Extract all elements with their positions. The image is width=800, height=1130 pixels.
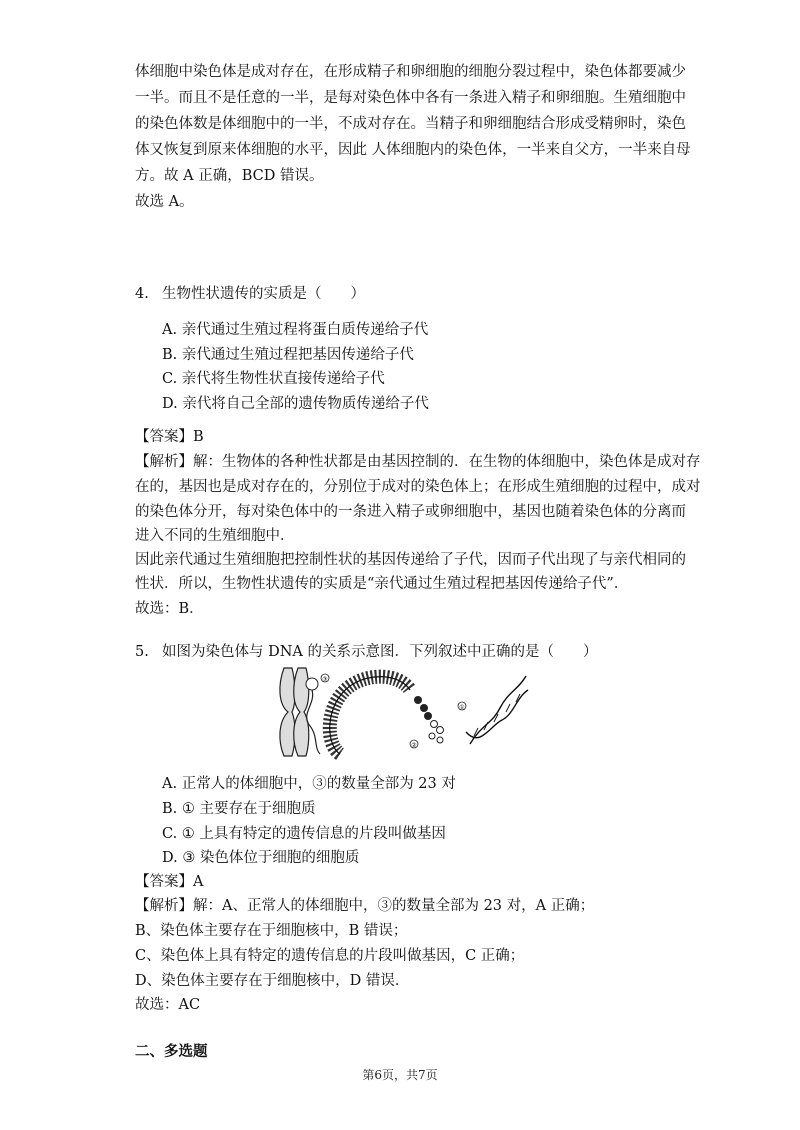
- explanation-line: 体又恢复到原来体细胞的水平，因此 人体细胞内的染色体，一半来自父方，一半来自母: [135, 142, 691, 158]
- option-d: D. 亲代将自己全部的遗传物质传递给子代: [162, 396, 429, 412]
- analysis-line: 的染色体分开，每对染色体中的一条进入精子或卵细胞中，基因也随着染色体的分离而: [135, 504, 686, 520]
- conclusion-line: 故选：B．: [135, 601, 204, 617]
- figure-label-1: ①: [459, 704, 465, 711]
- explanation-line: 方。故 A 正确，BCD 错误。: [135, 168, 324, 184]
- answer-label: 【答案】A: [135, 874, 204, 890]
- page-footer: 第6页，共7页: [362, 1068, 438, 1082]
- question-number: 4.: [135, 286, 149, 302]
- option-b: B. ① 主要存在于细胞质: [162, 801, 316, 817]
- analysis-line: 性状．所以，生物性状遗传的实质是“亲代通过生殖过程把基因传递给子代”．: [135, 576, 629, 592]
- answer-label: 【答案】B: [135, 429, 204, 445]
- option-a: A. 正常人的体细胞中，③的数量全部为 23 对: [162, 776, 456, 792]
- figure-label-2: ②: [411, 742, 417, 749]
- analysis-line: 因此亲代通过生殖细胞把控制性状的基因传递给了子代，因而子代出现了与亲代相同的: [135, 552, 686, 568]
- analysis-line: 【解析】解：A、正常人的体细胞中，③的数量全部为 23 对，A 正确；: [135, 898, 595, 914]
- explanation-line: 的染色体数是体细胞中的一半，不成对存在。当精子和卵细胞结合形成受精卵时，染色: [135, 116, 686, 132]
- conclusion-line: 故选：AC: [135, 997, 201, 1013]
- option-c: C. 亲代将生物性状直接传递给子代: [162, 371, 385, 387]
- analysis-line: 【解析】解：生物体的各种性状都是由基因控制的．在生物的体细胞中，染色体是成对存: [135, 454, 701, 470]
- chromatin-coil: [330, 677, 410, 754]
- explanation-line: 一半。而且不是任意的一半，是每对染色体中各有一条进入精子和卵细胞。生殖细胞中: [135, 90, 686, 106]
- analysis-line: C、染色体上具有特定的遗传信息的片段叫做基因，C 正确；: [135, 948, 525, 964]
- chromosome-dna-diagram: [270, 664, 532, 760]
- nucleosome-beads: [414, 696, 444, 743]
- analysis-line: B、染色体主要存在于细胞核中，B 错误；: [135, 923, 408, 939]
- analysis-line: D、染色体主要存在于细胞核中，D 错误．: [135, 973, 410, 989]
- question-stem: 生物性状遗传的实质是（ ）: [162, 286, 365, 302]
- analysis-line: 进入不同的生殖细胞中．: [135, 528, 295, 544]
- analysis-line: 在的，基因也是成对存在的，分别位于成对的染色体上；在形成生殖细胞的过程中，成对: [135, 479, 701, 495]
- option-a: A. 亲代通过生殖过程将蛋白质传递给子代: [162, 322, 429, 338]
- dna-helix: [466, 676, 528, 744]
- section-title: 二、多选题: [135, 1043, 208, 1060]
- conclusion-line: 故选 A。: [135, 194, 194, 210]
- chromosome-drawing: [280, 668, 309, 756]
- option-b: B. 亲代通过生殖过程把基因传递给子代: [162, 347, 414, 363]
- option-c: C. ① 上具有特定的遗传信息的片段叫做基因: [162, 826, 446, 842]
- figure-label-3: ③: [322, 676, 328, 683]
- question-number: 5.: [135, 644, 149, 660]
- option-d: D. ③ 染色体位于细胞的细胞质: [162, 850, 360, 866]
- question-stem: 如图为染色体与 DNA 的关系示意图．下列叙述中正确的是（ ）: [162, 644, 598, 660]
- explanation-line: 体细胞中染色体是成对存在，在形成精子和卵细胞的细胞分裂过程中，染色体都要减少: [135, 64, 686, 80]
